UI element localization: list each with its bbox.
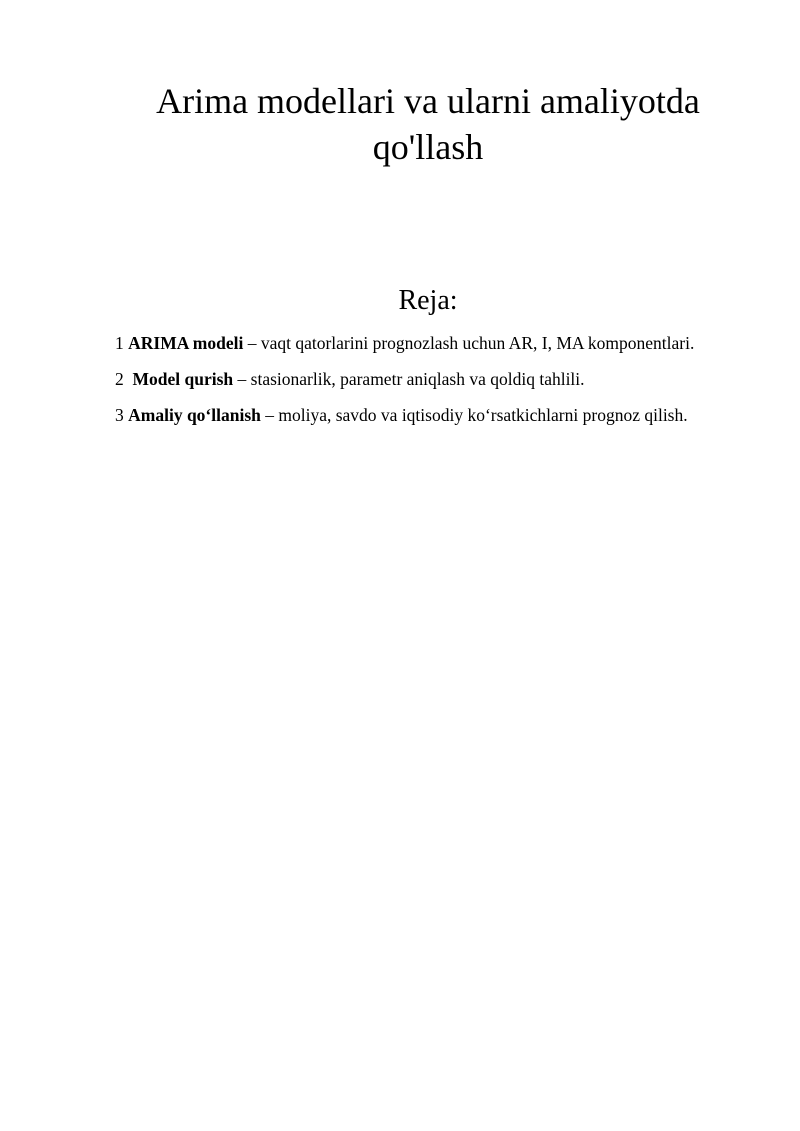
- plan-item-number: 2: [115, 369, 124, 389]
- plan-item-term: Amaliy qo‘llanish: [128, 405, 261, 425]
- plan-item-description: – stasionarlik, parametr aniqlash va qoldiq tahlili.: [233, 369, 585, 389]
- plan-item-description: – vaqt qatorlarini prognozlash uchun AR, I, MA komponentlari.: [243, 333, 695, 353]
- plan-item-number: 1: [115, 333, 124, 353]
- plan-item-term: ARIMA modeli: [128, 333, 244, 353]
- plan-list: [115, 332, 775, 440]
- plan-item-model-building: [115, 368, 775, 390]
- plan-item-description: – moliya, savdo va iqtisodiy ko‘rsatkichlarni prognoz qilish.: [260, 405, 688, 425]
- plan-item-number: 3: [115, 405, 124, 425]
- plan-item-practical-application: [115, 404, 775, 426]
- document-title: Arima modellari va ularni amaliyotda qo'llash: [156, 81, 700, 167]
- plan-item-arima-model: [115, 332, 775, 354]
- plan-item-term: Model qurish: [132, 369, 234, 389]
- plan-heading: Reja:: [398, 285, 458, 316]
